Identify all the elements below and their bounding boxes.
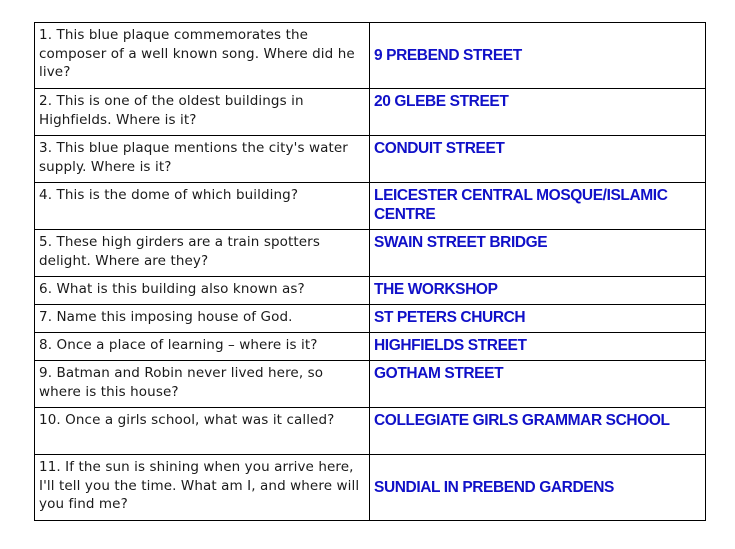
table-row [35,333,706,361]
answer-cell: THE WORKSHOP [370,277,706,305]
table-row [35,361,706,408]
table-row [35,408,706,455]
answer-cell: GOTHAM STREET [370,361,706,408]
table-row [35,277,706,305]
question-cell: 5. These high girders are a train spotters delight. Where are they? [35,230,370,277]
question-cell: 8. Once a place of learning – where is it? [35,333,370,361]
answer-cell: HIGHFIELDS STREET [370,333,706,361]
question-cell: 3. This blue plaque mentions the city's water supply. Where is it? [35,136,370,183]
question-cell: 11. If the sun is shining when you arrive here, I'll tell you the time. What am I, and where will you find me? [35,455,370,521]
question-cell: 6. What is this building also known as? [35,277,370,305]
answer-cell: LEICESTER CENTRAL MOSQUE/ISLAMIC CENTRE [370,183,706,230]
answer-cell: 20 GLEBE STREET [370,89,706,136]
table-row [35,305,706,333]
table-row [35,455,706,521]
question-cell: 2. This is one of the oldest buildings in Highfields. Where is it? [35,89,370,136]
answer-cell: SWAIN STREET BRIDGE [370,230,706,277]
question-cell: 10. Once a girls school, what was it called? [35,408,370,455]
table-row [35,89,706,136]
answer-cell: COLLEGIATE GIRLS GRAMMAR SCHOOL [370,408,706,455]
answer-cell: CONDUIT STREET [370,136,706,183]
answer-cell: 9 PREBEND STREET [370,23,706,89]
table-row [35,23,706,89]
question-cell: 1. This blue plaque commemorates the composer of a well known song. Where did he live? [35,23,370,89]
question-cell: 4. This is the dome of which building? [35,183,370,230]
question-cell: 9. Batman and Robin never lived here, so where is this house? [35,361,370,408]
table-row [35,136,706,183]
answer-cell: SUNDIAL IN PREBEND GARDENS [370,455,706,521]
table-row [35,183,706,230]
question-cell: 7. Name this imposing house of God. [35,305,370,333]
answer-cell: ST PETERS CHURCH [370,305,706,333]
quiz-answer-table [34,22,706,521]
table-row [35,230,706,277]
